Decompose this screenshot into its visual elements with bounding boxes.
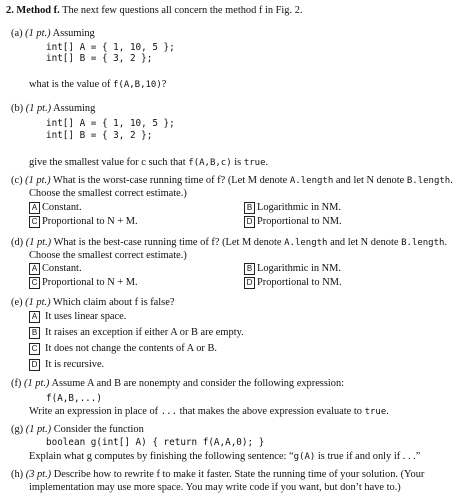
inline-code: f(A,B,10): [112, 80, 162, 90]
choice-text: Constant.: [42, 263, 82, 274]
question-e-heading: [11, 297, 174, 309]
points: (1 pt.): [25, 424, 52, 435]
choice-box[interactable]: D: [244, 216, 255, 228]
question-label: (a): [11, 28, 23, 39]
choice-box[interactable]: D: [29, 359, 40, 371]
choice-option[interactable]: [29, 263, 82, 275]
question-text: what is the value of: [29, 79, 111, 90]
question-intro: Assuming: [53, 103, 96, 114]
question-h-heading: [11, 469, 424, 481]
inline-code: g(A): [293, 452, 316, 462]
inline-code: B.length: [406, 176, 451, 186]
problem-intro: The next few questions all concern the method f in Fig. 2.: [62, 5, 303, 16]
choice-text: Logarithmic in NM.: [257, 263, 341, 274]
choice-text: Proportional to N + M.: [42, 277, 138, 288]
choice-option[interactable]: [29, 327, 244, 339]
question-text: is: [234, 157, 242, 168]
code-line: int[] B = { 3, 2 };: [46, 53, 153, 64]
question-text: and let N denote: [330, 237, 399, 248]
code-line: int[] A = { 1, 10, 5 };: [46, 42, 175, 53]
question-g-line2: [29, 451, 420, 463]
choice-text: Constant.: [42, 202, 82, 213]
choice-text: Proportional to NM.: [257, 277, 342, 288]
question-text: Explain what g computes by finishing the following sentence: “: [29, 451, 294, 462]
code-line: boolean g(int[] A) { return f(A,A,0); }: [46, 437, 265, 448]
choice-box[interactable]: D: [244, 277, 255, 289]
points: (1 pt.): [25, 175, 51, 186]
question-label: (c): [11, 175, 23, 186]
choice-text: It uses linear space.: [45, 311, 127, 322]
choice-option[interactable]: [244, 202, 341, 214]
choice-option[interactable]: [244, 277, 342, 289]
choice-option[interactable]: [29, 359, 104, 371]
points: (1 pt.): [25, 237, 52, 248]
question-a-text: [29, 79, 166, 91]
question-text: that makes the above expression evaluate to: [179, 406, 362, 417]
choice-text: Logarithmic in NM.: [257, 202, 341, 213]
question-c-line2: Choose the smallest correct estimate.): [29, 188, 187, 199]
choice-box[interactable]: C: [29, 216, 40, 228]
question-label: (d): [11, 237, 24, 248]
punctuation: .: [265, 157, 269, 168]
inline-code: true: [364, 407, 387, 417]
points: (1 pt.): [25, 103, 52, 114]
question-d-line2: Choose the smallest correct estimate.): [29, 250, 187, 261]
question-b-heading: [11, 103, 95, 115]
code-line: f(A,B,...): [46, 393, 102, 404]
code-line: int[] A = { 1, 10, 5 };: [46, 118, 175, 129]
points: (1 pt.): [25, 297, 51, 308]
question-text: What is the best-case running time of f? (Let M denote: [53, 237, 282, 248]
inline-code: A.length: [289, 176, 334, 186]
choice-text: Proportional to N + M.: [42, 216, 138, 227]
choice-text: It raises an exception if either A or B are empty.: [45, 327, 244, 338]
question-a-heading: [11, 28, 95, 40]
question-h-line2: implementation may use more space. You may write code if you want, but don’t have to.): [29, 482, 401, 493]
question-intro: Assuming: [52, 28, 95, 39]
choice-option[interactable]: [29, 216, 138, 228]
points: (1 pt.): [24, 378, 50, 389]
question-text: is true if and only if . . .”: [317, 451, 421, 462]
points: (3 pt.): [25, 469, 52, 480]
choice-option[interactable]: [29, 202, 82, 214]
question-label: (b): [11, 103, 24, 114]
question-text: give the smallest value for c such that: [29, 157, 186, 168]
choice-option[interactable]: [29, 277, 138, 289]
question-f-line2: [29, 406, 389, 418]
question-text: Write an expression in place of: [29, 406, 159, 417]
choice-option[interactable]: [244, 216, 342, 228]
problem-title: Method f.: [16, 5, 60, 16]
question-text: Consider the function: [53, 424, 144, 435]
question-label: (e): [11, 297, 23, 308]
code-line: int[] B = { 3, 2 };: [46, 130, 153, 141]
choice-box[interactable]: C: [29, 343, 40, 355]
choice-box[interactable]: C: [29, 277, 40, 289]
punctuation: .: [444, 237, 448, 248]
question-label: (h): [11, 469, 24, 480]
choice-box[interactable]: B: [244, 202, 255, 214]
question-d-heading: [11, 237, 447, 249]
question-g-heading: [11, 424, 144, 436]
choice-box[interactable]: A: [29, 311, 40, 323]
inline-code: f(A,B,c): [188, 158, 232, 168]
question-f-heading: [11, 378, 344, 390]
choice-option[interactable]: [29, 311, 126, 323]
inline-code: true: [243, 158, 266, 168]
question-b-text: [29, 157, 268, 169]
inline-code: B.length: [401, 238, 445, 248]
problem-number: 2.: [6, 5, 14, 16]
question-c-heading: [11, 175, 453, 187]
points: (1 pt.): [25, 28, 51, 39]
choice-text: It does not change the contents of A or B.: [45, 343, 217, 354]
question-text: and let N denote: [335, 175, 405, 186]
inline-code: ...: [160, 407, 178, 417]
question-label: (g): [11, 424, 24, 435]
question-text: Assume A and B are nonempty and consider the following expression:: [51, 378, 345, 389]
question-label: (f): [11, 378, 22, 389]
punctuation: ?: [161, 79, 167, 90]
question-text: Which claim about f is false?: [52, 297, 175, 308]
choice-box[interactable]: B: [29, 327, 40, 339]
choice-box[interactable]: A: [29, 202, 40, 214]
choice-text: It is recursive.: [45, 359, 105, 370]
choice-box[interactable]: A: [29, 263, 40, 275]
punctuation: .: [450, 175, 453, 186]
choice-option[interactable]: [29, 343, 217, 355]
choice-box[interactable]: B: [244, 263, 255, 275]
problem-header: [6, 5, 303, 17]
question-text: Describe how to rewrite f to make it faster. State the running time of your solution. (Your: [53, 469, 425, 480]
choice-text: Proportional to NM.: [257, 216, 342, 227]
inline-code: A.length: [284, 238, 328, 248]
punctuation: .: [386, 406, 389, 417]
question-text: What is the worst-case running time of f? (Let M denote: [52, 175, 288, 186]
choice-option[interactable]: [244, 263, 341, 275]
